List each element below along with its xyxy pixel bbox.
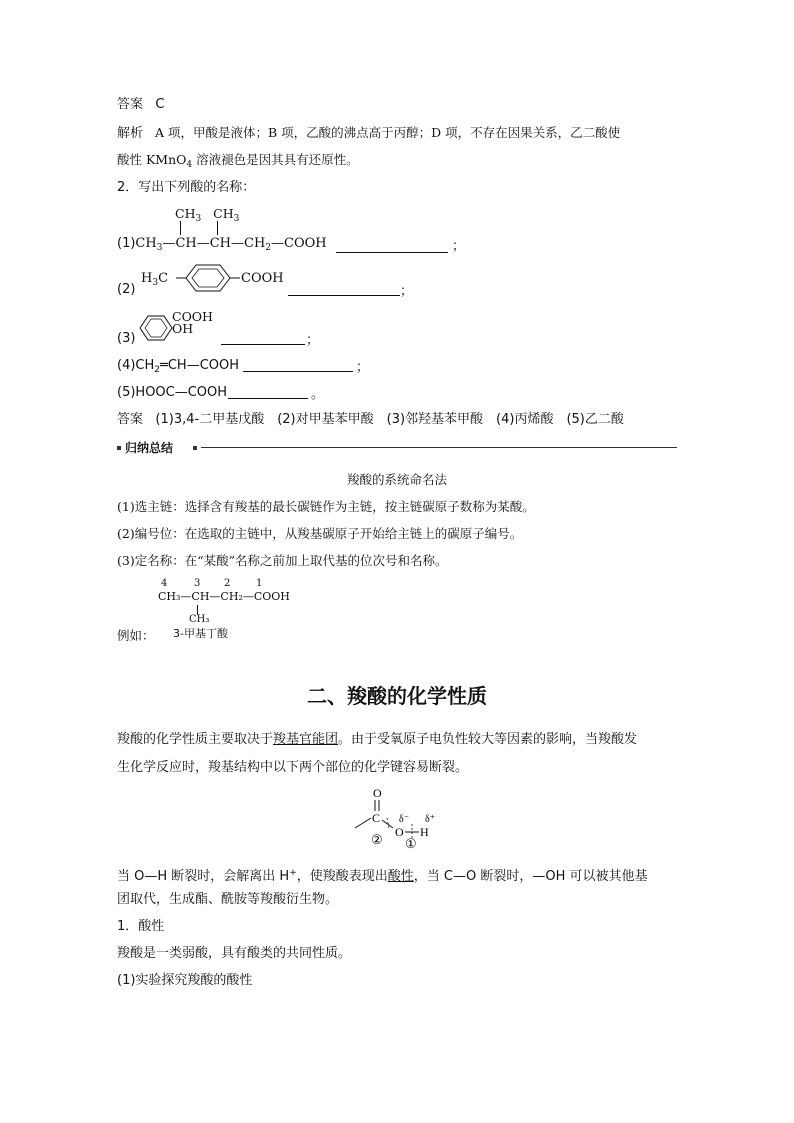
s4-answer-blank[interactable] [243,357,353,372]
s1-ch3-b-sub: 3 [233,214,240,224]
section-2-para-3 [117,864,647,886]
s3-index: (3) [117,331,136,346]
ex-chain: CH₃—CH—CH₂—COOH [158,590,290,603]
ex-num-1: 1 [256,578,263,589]
question-2-stem: 2．写出下列酸的名称： [117,180,256,195]
p3-underline: 酸性 [387,869,414,884]
s4-rest: ═CH—COOH [160,358,240,373]
summary-label: 归纳总结 [125,441,174,455]
summary-rule-2: (2)编号位：在选取的主链中，从羧基碳原子开始给主链上的碳原子编号。 [117,526,523,541]
analysis-text-2b: 溶液褪色是因其具有还原性。 [192,152,359,167]
s4-formula [117,357,239,379]
s2-c: C [158,271,169,286]
answer-label: 答案 [117,97,144,112]
s2-h-sub: 3 [152,278,159,288]
s3-answer-blank[interactable] [221,330,305,345]
acidity-heading: 1．酸性 [117,919,165,934]
s4-semicolon: ； [356,360,370,375]
p3-b: ，使羧酸表现出 [296,869,388,884]
s3-semicolon: ； [306,333,320,348]
s3-benzene-ring [136,308,176,348]
p3-a: 当 O—H 断裂时，会解离出 H [117,869,290,884]
answer-line-2 [117,411,624,429]
analysis-text-1: A 项，甲酸是液体；B 项，乙酸的沸点高于丙醇；D 项，不存在因果关系，乙二酸使 [154,125,621,140]
section-2-para-2: 生化学反应时，羧基结构中以下两个部位的化学键容易断裂。 [117,760,469,775]
section-2-para-5: 羧酸是一类弱酸，具有酸类的共同性质。 [117,946,352,961]
carboxyl-o: O [395,825,404,839]
summary-square-left [117,446,121,450]
s5-period: 。 [311,387,325,402]
s1-index: (1) [117,236,136,251]
p3-c: ，当 C—O 断裂时，—OH 可以被其他基 [413,869,648,884]
example-structure [156,578,306,640]
s1-ch3-a: CH [175,206,196,221]
summary-rule-1: (1)选主链：选择含有羧基的最长碳链作为主链，按主链碳原子数称为某酸。 [117,499,535,514]
s5-formula: (5)HOOC—COOH [117,385,228,400]
site-2-label: ② [371,832,383,847]
delta-minus: δ⁻ [399,814,409,825]
p1-underline: 羧基官能团 [273,732,339,747]
analysis-sub: 4 [186,160,193,170]
section-2-para-6: (1)实验探究羧酸的酸性 [117,973,253,988]
analysis-text-2a: 酸性 KMnO [117,152,187,167]
answer-value: C [155,97,165,112]
delta-plus: δ⁺ [425,814,435,825]
s1-bond-2 [217,221,218,235]
carboxyl-h: H [420,825,429,839]
summary-title: 羧酸的系统命名法 [346,472,447,487]
s1-mid-sub: 2 [265,243,272,253]
s1-semicolon: ； [452,239,466,254]
s1-formula [117,235,327,257]
analysis-line-2 [117,151,359,174]
site-1-label: ① [405,836,417,850]
s1-bond-1 [180,221,181,235]
s2-cooh: COOH [241,271,284,286]
ex-num-3: 3 [194,578,201,589]
s1-branch-ch3 [175,205,239,228]
analysis-label: 解析 [117,126,144,141]
s3-oh: OH [172,321,194,336]
ex-branch: CH₃ [189,614,210,625]
ex-name: 3-甲基丁酸 [173,627,228,640]
p1-a: 羧酸的化学性质主要取决于 [117,732,274,747]
section-2-title: 二、羧酸的化学性质 [307,684,487,708]
answer-2-items: (1)3,4-二甲基戊酸 (2)对甲基苯甲酸 (3)邻羟基苯甲酸 (4)丙烯酸 (5)乙二酸 [155,412,624,427]
ex-num-2: 2 [224,578,231,589]
section-2-para-4: 团取代，生成酯、酰胺等羧酸衍生物。 [117,892,339,907]
s2-semicolon: ； [400,284,414,299]
ex-num-4: 4 [161,578,168,589]
s2-index: (2) [117,282,136,297]
summary-header [117,438,677,458]
s1-ch3-a-sub: 3 [195,214,202,224]
section-2-para-1 [117,731,637,749]
carboxyl-c: C [372,811,381,825]
s2-answer-blank[interactable] [288,281,400,296]
s1-main-sub: 3 [156,243,163,253]
s3-cooh: COOH [172,309,213,324]
p1-b: 。由于受氧原子电负性较大等因素的影响，当羧酸发 [338,732,638,747]
answer-line-1 [117,96,165,114]
summary-square-right [193,446,197,450]
summary-rule [201,447,677,448]
example-label: 例如： [117,628,155,643]
s4-sub: 2 [154,365,161,375]
answer-2-label: 答案 [117,412,144,427]
s1-answer-blank[interactable] [336,238,448,253]
carboxyl-o-top: O [373,786,382,800]
analysis-line-1 [117,124,620,143]
s1-tail: —COOH [271,236,327,251]
s2-h: H [141,271,153,286]
s5-answer-blank[interactable] [228,384,308,399]
p3-sup: + [289,868,297,878]
s1-mid: —CH—CH—CH [162,236,266,251]
s2-h3c [141,270,168,292]
carboxyl-diagram [345,784,445,850]
s1-ch3-b: CH [213,206,234,221]
s1-main: CH [135,236,157,251]
s4-text: (4)CH [117,358,155,373]
summary-rule-3: (3)定名称：在“某酸”名称之前加上取代基的位次号和名称。 [117,553,448,568]
s2-benzene-ring [176,262,246,298]
